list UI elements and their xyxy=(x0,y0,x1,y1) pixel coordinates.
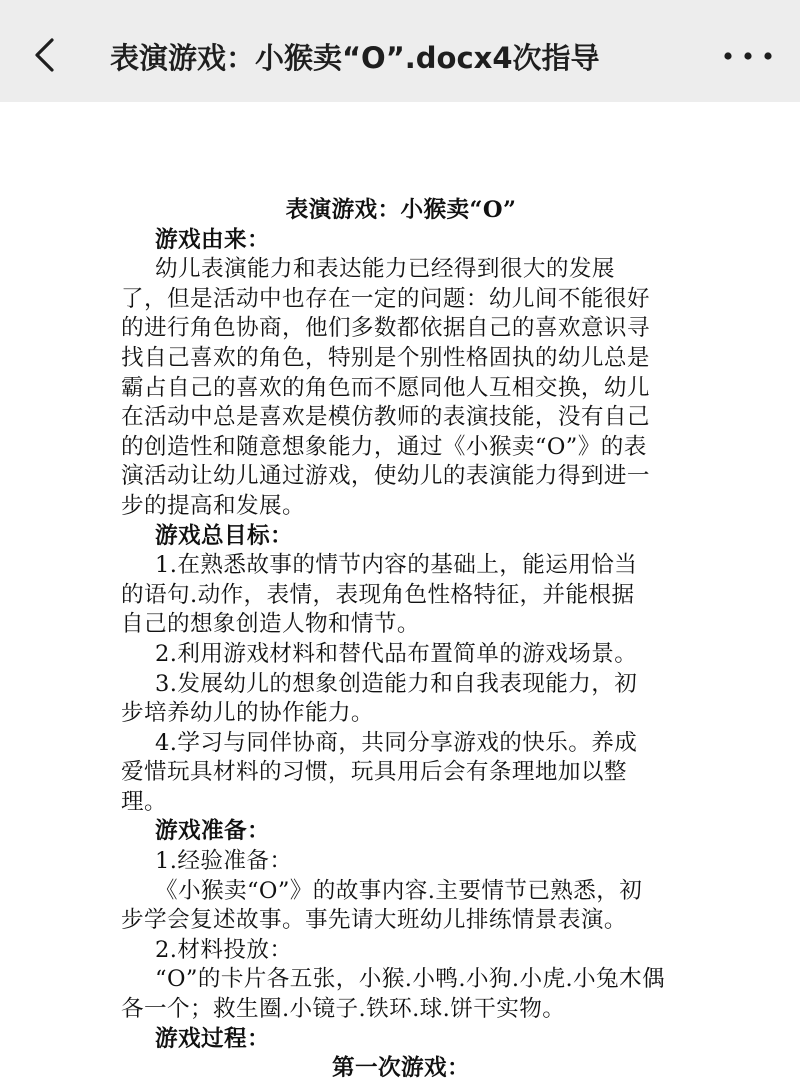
paragraph-line: 1.经验准备： xyxy=(155,848,293,875)
document-title: 表演游戏：小猴卖“O”.docx4次指导 xyxy=(110,41,600,75)
paragraph-line: 在活动中总是喜欢是模仿教师的表演技能，没有自己 xyxy=(121,404,650,431)
paragraph-line: 各一个；救生圈.小镜子.铁环.球.饼干实物。 xyxy=(121,996,566,1023)
paragraph-line: 2.材料投放： xyxy=(155,936,293,963)
paragraph-line: 1.在熟悉故事的情节内容的基础上，能运用恰当 xyxy=(155,552,638,579)
document-body xyxy=(121,196,681,1084)
section-heading-preparation: 游戏准备： xyxy=(155,818,270,845)
paragraph-line: 4.学习与同伴协商，共同分享游戏的快乐。养成 xyxy=(155,729,638,756)
paragraph-line: 爱惜玩具材料的习惯，玩具用后会有条理地加以整 xyxy=(121,759,627,786)
paragraph-line: 理。 xyxy=(121,788,167,815)
paragraph-line: 自己的想象创造人物和情节。 xyxy=(121,611,420,638)
paragraph-line: 2.利用游戏材料和替代品布置简单的游戏场景。 xyxy=(155,640,638,667)
paragraph-line: 霸占自己的喜欢的角色而不愿同他人互相交换，幼儿 xyxy=(121,374,650,401)
subsection-heading-first-game: 第一次游戏： xyxy=(332,1055,470,1082)
section-heading-goals: 游戏总目标： xyxy=(155,522,293,549)
paragraph-line: 找自己喜欢的角色，特别是个别性格固执的幼儿总是 xyxy=(121,344,650,371)
section-heading-origin: 游戏由来： xyxy=(155,226,270,253)
paragraph-line: “O”的卡片各五张，小猴.小鸭.小狗.小虎.小兔木偶 xyxy=(155,966,666,993)
paragraph-line: 3.发展幼儿的想象创造能力和自我表现能力，初 xyxy=(155,670,638,697)
doc-heading: 表演游戏：小猴卖“O” xyxy=(285,197,517,223)
paragraph-line: 步学会复述故事。事先请大班幼儿排练情景表演。 xyxy=(121,907,627,934)
paragraph-line: 的进行角色协商，他们多数都依据自己的喜欢意识寻 xyxy=(121,315,650,342)
paragraph-line: 《小猴卖“O”》的故事内容.主要情节已熟悉，初 xyxy=(155,877,643,904)
paragraph-line: 演活动让幼儿通过游戏，使幼儿的表演能力得到进一 xyxy=(121,463,650,490)
more-horizontal-icon[interactable] xyxy=(722,46,774,66)
paragraph-line: 的创造性和随意想象能力，通过《小猴卖“O”》的表 xyxy=(121,433,647,460)
top-bar xyxy=(0,0,800,102)
paragraph-line: 了，但是活动中也存在一定的问题：幼儿间不能很好 xyxy=(121,285,650,312)
paragraph-line: 步的提高和发展。 xyxy=(121,492,305,519)
paragraph-line: 步培养幼儿的协作能力。 xyxy=(121,700,374,727)
section-heading-process: 游戏过程： xyxy=(155,1025,270,1052)
chevron-left-icon[interactable] xyxy=(32,38,58,72)
paragraph-line: 幼儿表演能力和表达能力已经得到很大的发展 xyxy=(155,256,615,283)
paragraph-line: 的语句.动作，表情，表现角色性格特征，并能根据 xyxy=(121,581,635,608)
